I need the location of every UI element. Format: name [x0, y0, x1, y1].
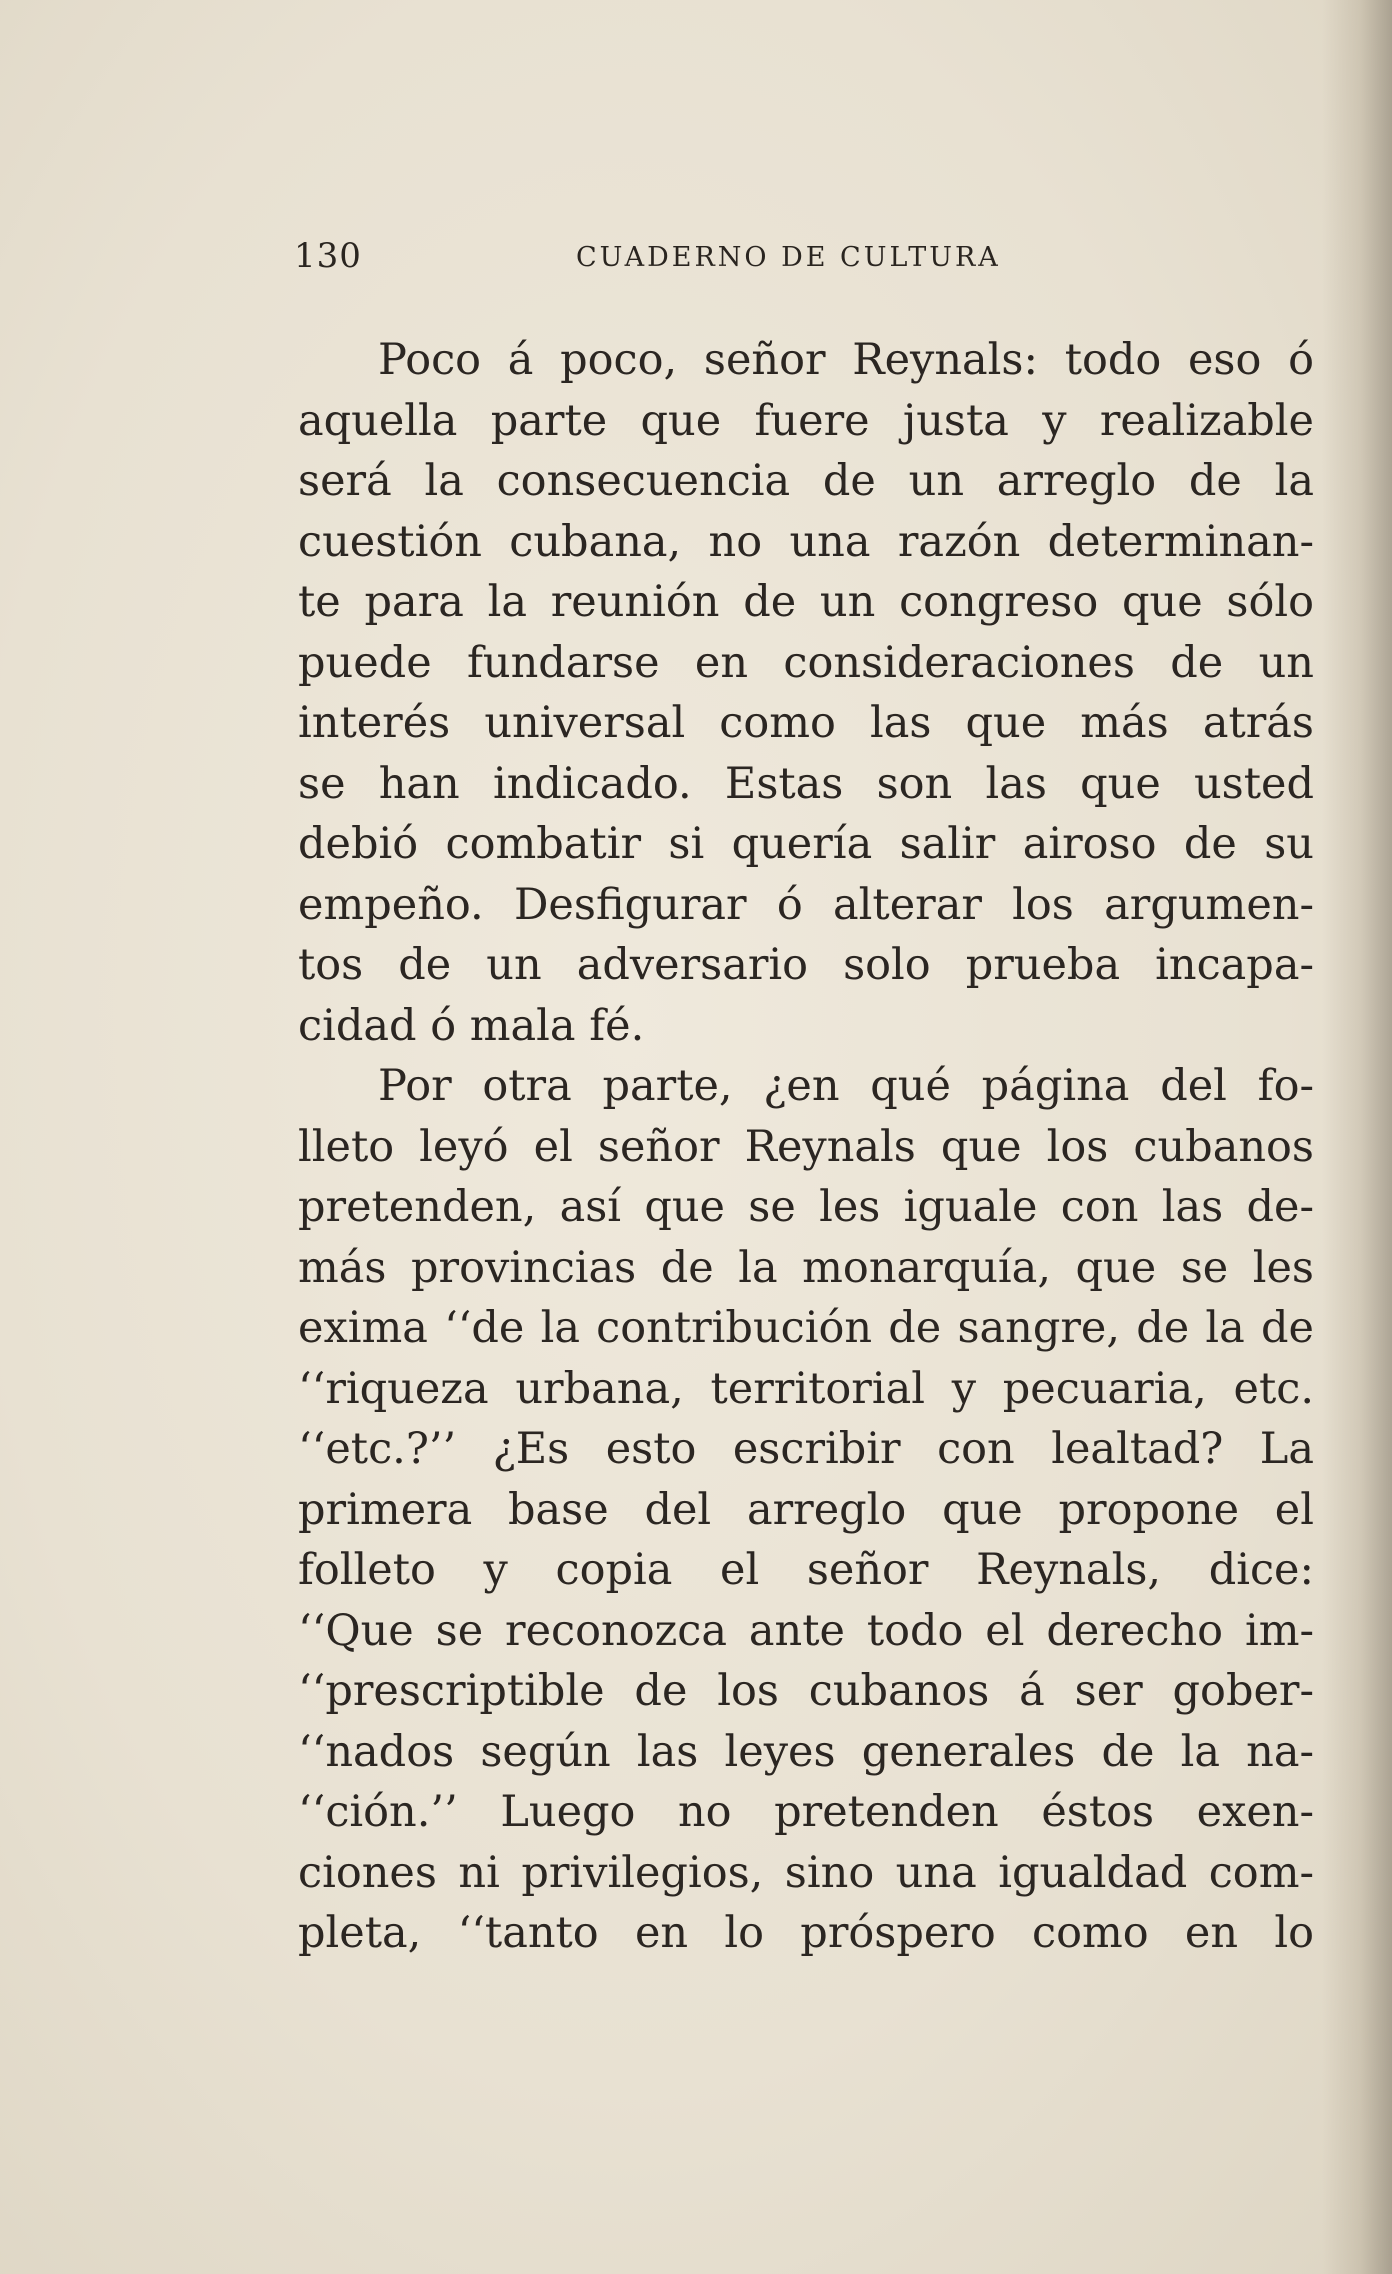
- text-line: empeño. Desfigurar ó alterar los argumen-: [298, 879, 1314, 930]
- text-line: ‘‘ción.’’ Luego no pretenden éstos exen-: [298, 1787, 1314, 1837]
- text-line: será la consecuencia de un arreglo de la: [298, 456, 1314, 506]
- text-line: ‘‘nados según las leyes generales de la na-: [298, 1726, 1314, 1777]
- text-line: exima ‘‘de la contribución de sangre, de la de: [298, 1303, 1314, 1353]
- text-line: interés universal como las que más atrás: [298, 698, 1314, 748]
- text-line: Poco á poco, señor Reynals: todo eso ó: [378, 335, 1314, 385]
- text-line: cuestión cubana, no una razón determinan-: [298, 516, 1314, 567]
- page-gutter-shadow: [1322, 0, 1392, 2274]
- text-line: tos de un adversario solo prueba incapa-: [298, 940, 1314, 990]
- text-line: pretenden, así que se les iguale con las de-: [298, 1182, 1314, 1232]
- paragraph-2: [298, 1056, 1314, 1964]
- text-line: más provincias de la monarquía, que se les: [298, 1242, 1314, 1293]
- text-line: puede fundarse en consideraciones de un: [298, 637, 1314, 688]
- text-line: aquella parte que fuere justa y realizable: [298, 395, 1314, 446]
- text-line: ciones ni privilegios, sino una igualdad com-: [298, 1847, 1314, 1898]
- body-text: [298, 330, 1314, 1964]
- text-line: pleta, ‘‘tanto en lo próspero como en lo: [298, 1908, 1314, 1958]
- text-line: folleto y copia el señor Reynals, dice:: [298, 1545, 1314, 1595]
- text-line: debió combatir si quería salir airoso de su: [298, 819, 1314, 869]
- text-line: ‘‘riqueza urbana, territorial y pecuaria, etc.: [298, 1363, 1314, 1414]
- text-line: Por otra parte, ¿en qué página del fo-: [378, 1061, 1314, 1111]
- text-line: primera base del arreglo que propone el: [298, 1484, 1314, 1535]
- text-line: lleto leyó el señor Reynals que los cubanos: [298, 1121, 1314, 1172]
- page-number: 130: [294, 236, 362, 276]
- running-head: CUADERNO DE CULTURA: [576, 242, 1001, 273]
- paragraph-1: [298, 330, 1314, 1056]
- text-line: se han indicado. Estas son las que usted: [298, 758, 1314, 809]
- text-line: ‘‘etc.?’’ ¿Es esto escribir con lealtad? La: [298, 1424, 1314, 1474]
- page-header: [294, 236, 1314, 296]
- text-line: ‘‘Que se reconozca ante todo el derecho im-: [298, 1605, 1314, 1656]
- text-line: te para la reunión de un congreso que sólo: [298, 577, 1314, 627]
- text-line: ‘‘prescriptible de los cubanos á ser gober-: [298, 1666, 1314, 1716]
- text-line: cidad ó mala fé.: [298, 1000, 645, 1051]
